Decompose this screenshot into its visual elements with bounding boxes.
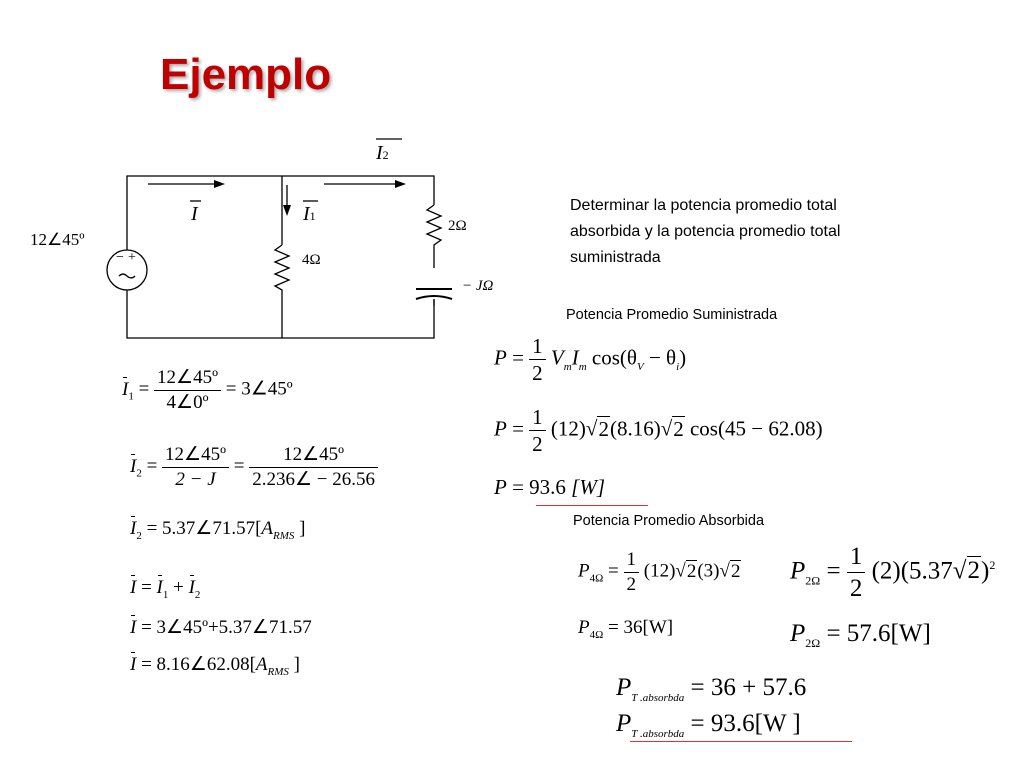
current-total-label: I	[191, 203, 198, 225]
eq-i2-result: $I_2$ = $5.37\angle 71.57[A_{RMS}$ ]	[130, 518, 306, 542]
problem-description: Determinar la potencia promedio total absorbida y la potencia promedio total suministrada	[570, 197, 841, 266]
supplied-heading: Potencia Promedio Suministrada	[566, 307, 778, 323]
capacitor-label: − JΩ	[462, 278, 494, 294]
eq-p4-result: $P_{4\Omega} = 36[W]$	[578, 617, 674, 641]
eq-p-supplied-values: P = $\frac{1}{2}$ (12)√2(8.16)√2 cos(45 − 62.08)	[494, 405, 823, 457]
current-2-label: I2	[376, 142, 389, 164]
resistor-2-label: 2Ω	[448, 218, 467, 234]
current-1-label: I1	[303, 203, 316, 225]
eq-i2: $I_2$ = $\frac{\text{12∠45º}}{2 - J}$ = $\frac{\text{12∠45º}}{2.236\angle - 26.56}$	[130, 443, 378, 492]
resistor-4-label: 4Ω	[302, 252, 321, 268]
eq-p-supplied-formula: P = $\frac{1}{2}$ $V_mI_m$ $\cos(\theta_V - \theta_i)$	[494, 334, 687, 386]
source-plus: +	[128, 250, 136, 265]
eq-current-final: $I = 8.16\angle 62.08[A_{RMS}$ ]	[130, 654, 300, 678]
total-result-underline	[630, 741, 852, 742]
source-minus: −	[116, 250, 124, 265]
eq-p4-values: $P_{4\Omega}$ = $\frac{1}{2}$ (12)√2(3)√2	[578, 549, 741, 595]
eq-pt-sum: $P_{T .absorbda} = 36 + 57.6$	[616, 674, 807, 704]
eq-p-supplied-result: P = 93.6 [W]	[494, 475, 606, 499]
absorbed-heading: Potencia Promedio Absorbida	[573, 513, 765, 529]
eq-p2-values: $P_{2\Omega}$ = $\frac{1}{2}$ $(2)(5.37√2)^2$	[790, 543, 996, 603]
eq-current-sum-values: I = 3∠45º+5.37∠71.57	[130, 617, 312, 638]
eq-i1: $I_1$ = $\frac{\text{12∠45º}}{\text{4∠0º}}$ = 3∠45º	[122, 367, 293, 413]
eq-pt-result: $P_{T .absorbda} = 93.6[W$ ]	[616, 710, 801, 740]
eq-current-sum: $I = I_1 + I_2$	[130, 577, 201, 601]
supplied-result-underline	[536, 505, 648, 506]
eq-p2-result: $P_{2\Omega} = 57.6[W]$	[790, 620, 931, 650]
source-label: 12∠45º	[30, 230, 85, 249]
page-title: Ejemplo	[160, 50, 332, 99]
